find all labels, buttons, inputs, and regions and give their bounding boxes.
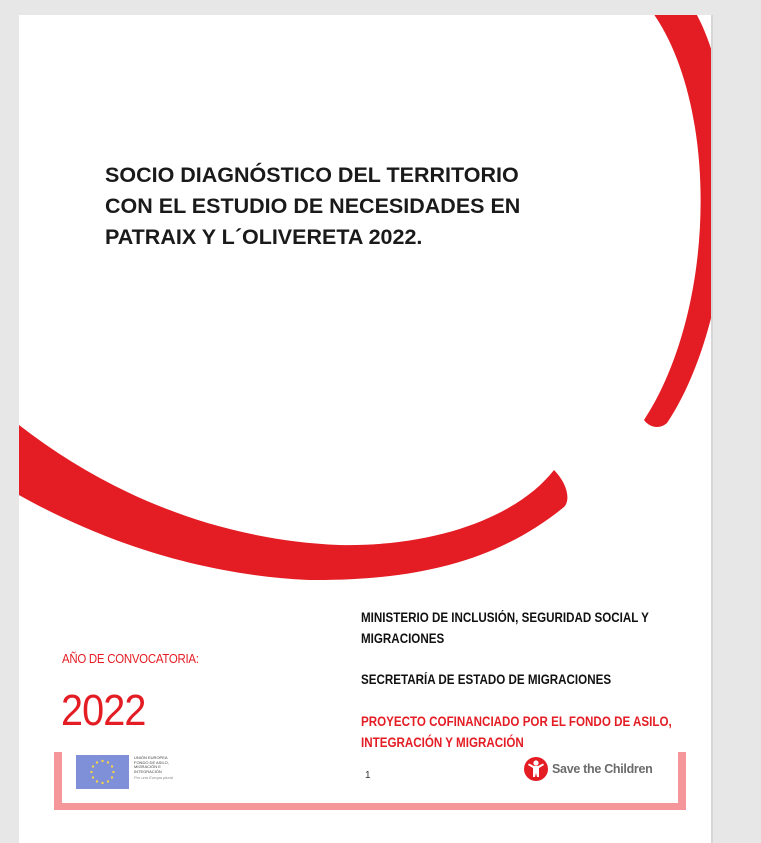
page-number: 1 <box>365 770 371 781</box>
title-line-3: PATRAIX Y L´OLIVERETA 2022. <box>105 225 423 249</box>
proyecto-block <box>361 711 672 753</box>
eu-fund-text <box>134 756 173 781</box>
eu-line-4: INTEGRACIÓN <box>134 768 162 774</box>
page-edge <box>711 15 713 843</box>
eu-line-2: FONDO DE ASILO, <box>134 759 169 765</box>
title-line-1: SOCIO DIAGNÓSTICO DEL TERRITORIO <box>105 163 519 187</box>
eu-line-1: UNIÓN EUROPEA <box>134 755 168 760</box>
proyecto-line-1: PROYECTO COFINANCIADO POR EL FONDO DE ASILO, <box>361 714 672 729</box>
save-the-children-name: Save the Children <box>552 762 653 776</box>
secretaria-text: SECRETARÍA DE ESTADO DE MIGRACIONES <box>361 672 612 687</box>
eu-motto: Por una Europa plural <box>134 775 173 781</box>
convocatoria-label: AÑO DE CONVOCATORIA: <box>62 651 199 666</box>
document-title <box>105 160 575 253</box>
title-line-2: CON EL ESTUDIO DE NECESIDADES EN <box>105 194 521 218</box>
document-page <box>19 15 711 843</box>
ministerio-block <box>361 607 649 649</box>
eu-flag-icon <box>76 755 129 789</box>
ministerio-line-1: MINISTERIO DE INCLUSIÓN, SEGURIDAD SOCIAL Y <box>361 610 649 625</box>
convocatoria-year: 2022 <box>61 686 146 735</box>
eu-line-3: MIGRACIÓN E <box>134 764 161 770</box>
ministerio-line-2: MIGRACIONES <box>361 631 445 646</box>
proyecto-line-2: INTEGRACIÓN Y MIGRACIÓN <box>361 735 524 750</box>
